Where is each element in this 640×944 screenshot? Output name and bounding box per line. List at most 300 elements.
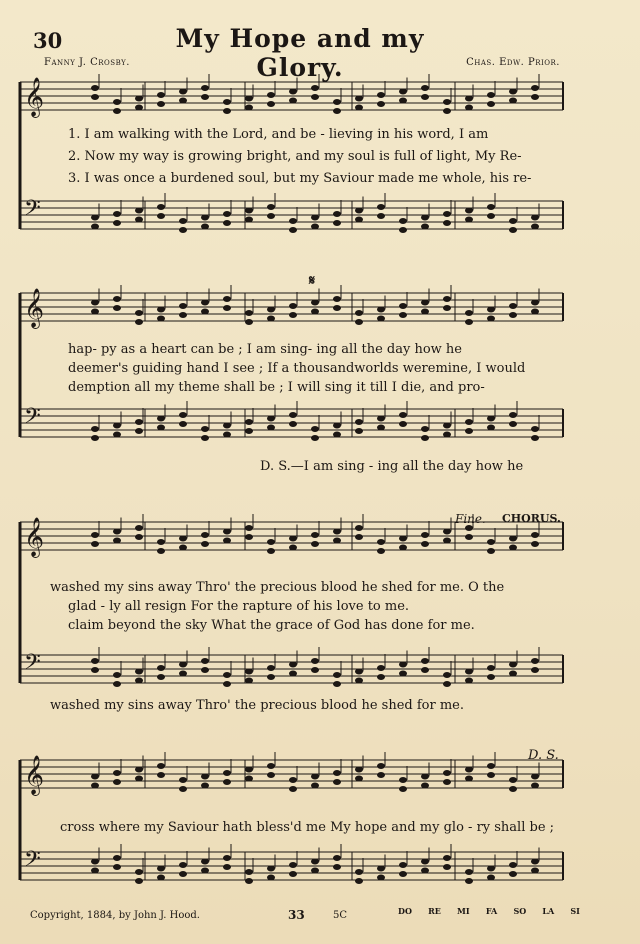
note-head <box>289 862 297 868</box>
bass-clef-icon: 𝄢 <box>24 196 41 226</box>
note-head <box>245 776 253 782</box>
note-head <box>201 309 209 315</box>
note-head <box>443 681 451 687</box>
note-head <box>289 227 297 233</box>
note-head <box>289 671 297 677</box>
note-head <box>245 419 253 425</box>
note-head <box>201 426 209 432</box>
note-head <box>245 217 253 223</box>
note-head <box>289 786 297 792</box>
note-head <box>91 532 99 538</box>
note-head <box>245 96 253 102</box>
note-head <box>311 309 319 315</box>
note-head <box>311 94 319 100</box>
note-head <box>201 774 209 780</box>
note-head <box>113 672 121 678</box>
note-head <box>509 412 517 418</box>
note-head <box>531 426 539 432</box>
note-head <box>465 534 473 540</box>
note-head <box>355 767 363 773</box>
note-head <box>223 538 231 544</box>
note-head <box>509 662 517 668</box>
note-head <box>201 215 209 221</box>
note-head <box>245 869 253 875</box>
solfa-label: SO <box>513 906 527 916</box>
note-head <box>487 101 495 107</box>
note-head <box>421 435 429 441</box>
note-head <box>355 534 363 540</box>
note-head <box>289 89 297 95</box>
note-head <box>135 534 143 540</box>
note-head <box>333 305 341 311</box>
note-head <box>113 855 121 861</box>
note-head <box>443 211 451 217</box>
note-head <box>399 218 407 224</box>
note-head <box>399 871 407 877</box>
note-head <box>377 875 385 881</box>
note-head <box>179 545 187 551</box>
note-head <box>465 105 473 111</box>
note-head <box>487 92 495 98</box>
note-head <box>311 667 319 673</box>
page-number: 30 <box>33 28 63 53</box>
note-head <box>113 432 121 438</box>
note-head <box>223 672 231 678</box>
note-head <box>135 869 143 875</box>
note-head <box>399 98 407 104</box>
note-head <box>91 94 99 100</box>
note-head <box>135 208 143 214</box>
note-head <box>289 412 297 418</box>
note-head <box>355 525 363 531</box>
note-head <box>201 85 209 91</box>
verse-line: washed my sins away Thro' the precious blood he shed for me. O the <box>50 580 505 595</box>
note-head <box>377 416 385 422</box>
note-head <box>113 99 121 105</box>
note-head <box>421 426 429 432</box>
note-head <box>377 763 385 769</box>
note-head <box>421 868 429 874</box>
note-head <box>311 783 319 789</box>
note-head <box>157 213 165 219</box>
note-head <box>355 776 363 782</box>
note-head <box>509 536 517 542</box>
solfa-label: SI <box>570 906 580 916</box>
note-head <box>245 525 253 531</box>
note-head <box>267 204 275 210</box>
note-head <box>91 300 99 306</box>
note-head <box>421 667 429 673</box>
note-head <box>267 92 275 98</box>
note-head <box>91 541 99 547</box>
note-head <box>487 416 495 422</box>
note-head <box>135 776 143 782</box>
note-head <box>157 204 165 210</box>
note-head <box>245 428 253 434</box>
note-head <box>443 220 451 226</box>
note-head <box>135 669 143 675</box>
note-head <box>509 227 517 233</box>
note-head <box>333 220 341 226</box>
verse-line: glad - ly all resign For the rapture of his love to me. <box>68 599 410 614</box>
note-head <box>399 421 407 427</box>
note-head <box>333 770 341 776</box>
note-head <box>399 786 407 792</box>
note-head <box>421 85 429 91</box>
note-head <box>179 218 187 224</box>
note-head <box>333 538 341 544</box>
note-head <box>113 864 121 870</box>
note-head <box>443 108 451 114</box>
note-head <box>531 309 539 315</box>
note-head <box>179 786 187 792</box>
note-head <box>267 772 275 778</box>
note-head <box>245 878 253 884</box>
bass-clef-icon: 𝄢 <box>24 404 41 434</box>
note-head <box>421 774 429 780</box>
note-head <box>377 866 385 872</box>
treble-clef-icon: 𝄞 <box>24 517 45 557</box>
note-head <box>223 211 231 217</box>
solfa-label: MI <box>457 906 470 916</box>
note-head <box>267 213 275 219</box>
note-head <box>91 85 99 91</box>
note-head <box>91 667 99 673</box>
note-head <box>267 674 275 680</box>
note-head <box>223 108 231 114</box>
note-head <box>179 536 187 542</box>
note-head <box>179 227 187 233</box>
note-head <box>443 855 451 861</box>
note-head <box>113 220 121 226</box>
note-head <box>91 224 99 230</box>
note-head <box>333 432 341 438</box>
note-head <box>135 767 143 773</box>
note-head <box>311 435 319 441</box>
note-head <box>113 108 121 114</box>
note-head <box>421 224 429 230</box>
note-head <box>157 875 165 881</box>
note-head <box>245 669 253 675</box>
note-head <box>487 425 495 431</box>
note-head <box>289 98 297 104</box>
note-head <box>377 92 385 98</box>
note-head <box>311 224 319 230</box>
note-head <box>355 208 363 214</box>
note-head <box>157 307 165 313</box>
note-head <box>377 674 385 680</box>
note-head <box>487 539 495 545</box>
note-head <box>399 662 407 668</box>
note-head <box>443 779 451 785</box>
note-head <box>113 529 121 535</box>
note-head <box>135 419 143 425</box>
note-head <box>355 869 363 875</box>
print-code: 5C <box>333 910 348 921</box>
note-head <box>311 774 319 780</box>
note-head <box>223 423 231 429</box>
note-head <box>399 89 407 95</box>
note-head <box>509 777 517 783</box>
note-head <box>509 862 517 868</box>
note-head <box>223 305 231 311</box>
note-head <box>179 303 187 309</box>
verse-line: hap- py as a heart can be ; I am sing- ing all the day how he <box>68 342 462 357</box>
note-head <box>113 779 121 785</box>
note-head <box>289 303 297 309</box>
note-head <box>289 871 297 877</box>
note-head <box>267 548 275 554</box>
note-head <box>333 529 341 535</box>
note-head <box>443 770 451 776</box>
note-head <box>509 98 517 104</box>
note-head <box>355 428 363 434</box>
composer-credit: Chas. Edw. Prior. <box>466 57 560 68</box>
note-head <box>443 672 451 678</box>
note-head <box>223 220 231 226</box>
note-head <box>91 783 99 789</box>
note-head <box>223 864 231 870</box>
note-head <box>311 541 319 547</box>
segno-sign: 𝄋 <box>309 273 316 289</box>
note-head <box>179 312 187 318</box>
note-head <box>333 681 341 687</box>
note-head <box>465 310 473 316</box>
note-head <box>531 868 539 874</box>
solfa-label: RE <box>428 906 441 916</box>
note-head <box>157 665 165 671</box>
note-head <box>487 763 495 769</box>
note-head <box>91 426 99 432</box>
note-head <box>377 772 385 778</box>
note-head <box>531 94 539 100</box>
note-head <box>223 296 231 302</box>
note-head <box>487 665 495 671</box>
note-head <box>465 96 473 102</box>
note-head <box>531 300 539 306</box>
note-head <box>333 211 341 217</box>
note-head <box>245 310 253 316</box>
note-head <box>201 667 209 673</box>
note-head <box>531 435 539 441</box>
note-head <box>201 658 209 664</box>
note-head <box>333 423 341 429</box>
note-head <box>311 532 319 538</box>
note-head <box>465 419 473 425</box>
note-head <box>531 774 539 780</box>
note-head <box>135 105 143 111</box>
note-head <box>113 211 121 217</box>
note-head <box>377 307 385 313</box>
note-head <box>443 432 451 438</box>
verse-line: cross where my Saviour hath bless'd me My hope and my glo - ry shall be ; <box>60 820 555 835</box>
note-head <box>355 669 363 675</box>
note-head <box>245 105 253 111</box>
note-head <box>399 777 407 783</box>
note-head <box>179 421 187 427</box>
note-head <box>135 428 143 434</box>
note-head <box>465 767 473 773</box>
note-head <box>245 208 253 214</box>
note-head <box>399 671 407 677</box>
note-head <box>399 227 407 233</box>
note-head <box>509 871 517 877</box>
note-head <box>289 777 297 783</box>
verse-line: claim beyond the sky What the grace of God has done for me. <box>68 618 475 633</box>
note-head <box>157 866 165 872</box>
note-head <box>289 662 297 668</box>
note-head <box>443 529 451 535</box>
note-head <box>311 426 319 432</box>
note-head <box>157 416 165 422</box>
note-head <box>465 678 473 684</box>
note-head <box>267 101 275 107</box>
note-head <box>311 868 319 874</box>
note-head <box>223 855 231 861</box>
note-head <box>487 866 495 872</box>
note-head <box>377 539 385 545</box>
note-head <box>91 215 99 221</box>
note-head <box>465 878 473 884</box>
note-head <box>113 296 121 302</box>
note-head <box>157 539 165 545</box>
note-head <box>465 208 473 214</box>
note-head <box>267 875 275 881</box>
note-head <box>509 671 517 677</box>
note-head <box>113 681 121 687</box>
note-head <box>267 316 275 322</box>
note-head <box>465 428 473 434</box>
note-head <box>91 774 99 780</box>
note-head <box>157 772 165 778</box>
note-head <box>157 674 165 680</box>
note-head <box>223 681 231 687</box>
note-head <box>509 786 517 792</box>
solfa-label: LA <box>542 906 555 916</box>
chorus-marking: CHORUS. <box>502 512 561 525</box>
note-head <box>355 419 363 425</box>
note-head <box>333 99 341 105</box>
note-head <box>487 316 495 322</box>
note-head <box>135 878 143 884</box>
note-head <box>245 534 253 540</box>
note-head <box>267 866 275 872</box>
note-head <box>289 536 297 542</box>
solfa-label: DO <box>398 906 412 916</box>
note-head <box>487 674 495 680</box>
note-head <box>377 204 385 210</box>
treble-clef-icon: 𝄞 <box>24 288 45 328</box>
note-head <box>245 767 253 773</box>
note-head <box>179 89 187 95</box>
note-head <box>531 215 539 221</box>
verse-line: deemer's guiding hand I see ; If a thousandworlds weremine, I would <box>68 361 526 376</box>
note-head <box>157 92 165 98</box>
note-head <box>355 319 363 325</box>
note-head <box>223 432 231 438</box>
verse-line: 1. I am walking with the Lord, and be - lieving in his word, I am <box>68 127 489 142</box>
note-head <box>179 777 187 783</box>
note-head <box>113 305 121 311</box>
note-head <box>91 435 99 441</box>
note-head <box>201 94 209 100</box>
note-head <box>267 307 275 313</box>
solfa-legend <box>398 906 580 916</box>
bass-clef-icon: 𝄢 <box>24 847 41 877</box>
note-head <box>443 864 451 870</box>
note-head <box>377 213 385 219</box>
note-head <box>223 779 231 785</box>
note-head <box>355 310 363 316</box>
bass-lyric-line: D. S.—I am sing - ing all the day how he <box>260 459 524 474</box>
note-head <box>289 312 297 318</box>
note-head <box>487 875 495 881</box>
note-head <box>311 859 319 865</box>
note-head <box>311 658 319 664</box>
note-head <box>333 296 341 302</box>
hymn-title: My Hope and my Glory. <box>175 24 425 82</box>
verse-line: 2. Now my way is growing bright, and my soul is full of light, My Re- <box>68 149 522 164</box>
note-head <box>179 662 187 668</box>
note-head <box>421 309 429 315</box>
note-head <box>245 319 253 325</box>
note-head <box>465 669 473 675</box>
note-head <box>421 532 429 538</box>
note-head <box>333 864 341 870</box>
note-head <box>399 412 407 418</box>
note-head <box>157 425 165 431</box>
note-head <box>399 545 407 551</box>
note-head <box>201 541 209 547</box>
note-head <box>333 672 341 678</box>
note-head <box>135 217 143 223</box>
note-head <box>399 312 407 318</box>
note-head <box>509 312 517 318</box>
note-head <box>179 412 187 418</box>
note-head <box>443 296 451 302</box>
note-head <box>135 310 143 316</box>
note-head <box>135 96 143 102</box>
note-head <box>289 545 297 551</box>
note-head <box>355 105 363 111</box>
note-head <box>531 85 539 91</box>
note-head <box>377 548 385 554</box>
note-head <box>201 532 209 538</box>
note-head <box>135 319 143 325</box>
note-head <box>223 770 231 776</box>
note-head <box>201 783 209 789</box>
note-head <box>333 108 341 114</box>
note-head <box>531 859 539 865</box>
note-head <box>443 305 451 311</box>
verse-line: demption all my theme shall be ; I will sing it till I die, and pro- <box>68 380 485 395</box>
note-head <box>201 435 209 441</box>
note-head <box>113 423 121 429</box>
note-head <box>443 99 451 105</box>
note-head <box>509 421 517 427</box>
note-head <box>91 658 99 664</box>
note-head <box>355 217 363 223</box>
bass-clef-icon: 𝄢 <box>24 650 41 680</box>
note-head <box>487 772 495 778</box>
note-head <box>443 538 451 544</box>
note-head <box>179 98 187 104</box>
copyright-notice: Copyright, 1884, by John J. Hood. <box>30 910 200 921</box>
note-head <box>465 319 473 325</box>
note-head <box>487 548 495 554</box>
note-head <box>157 763 165 769</box>
note-head <box>421 215 429 221</box>
